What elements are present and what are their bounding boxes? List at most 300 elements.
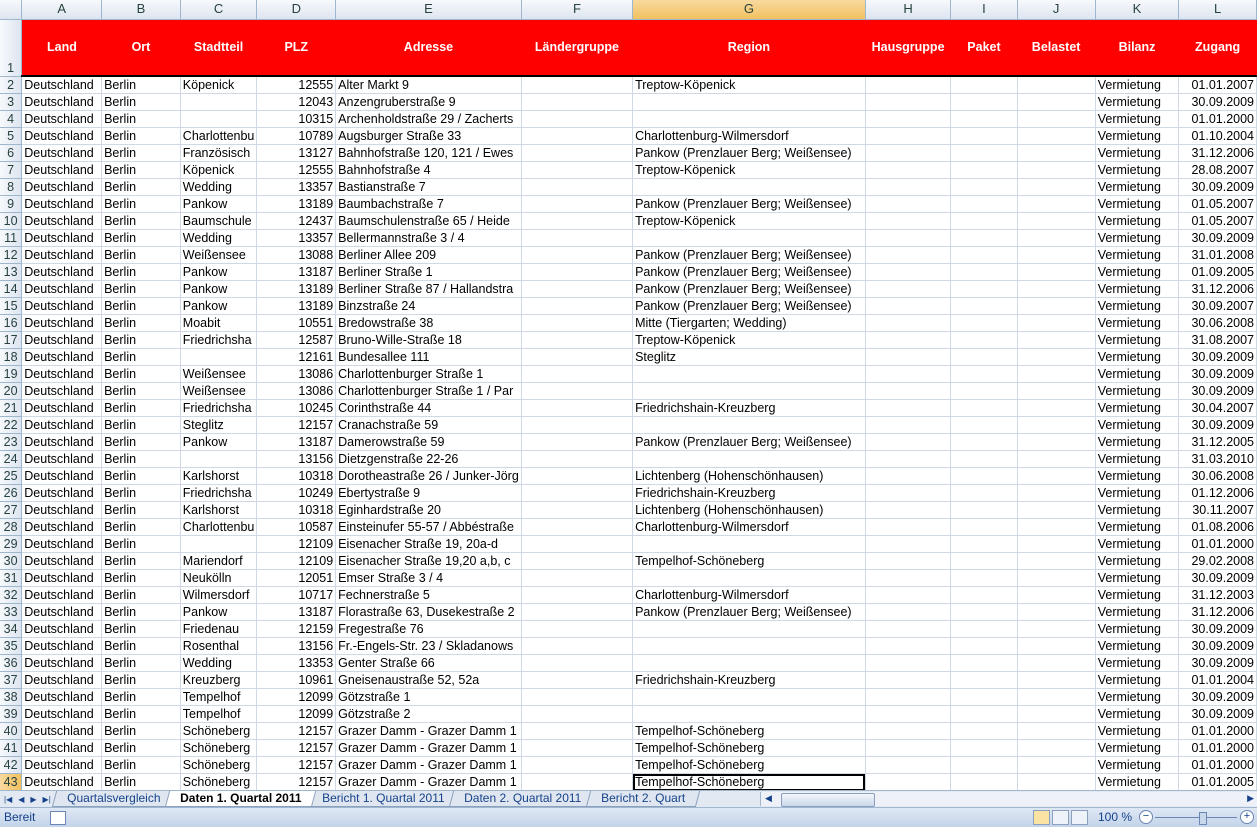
- cell[interactable]: 12437: [257, 213, 336, 230]
- column-title-cell[interactable]: Bilanz: [1095, 19, 1179, 76]
- cell[interactable]: Pankow: [180, 604, 257, 621]
- cell[interactable]: [521, 774, 632, 791]
- cell[interactable]: [865, 332, 951, 349]
- cell[interactable]: [951, 94, 1017, 111]
- cell[interactable]: Vermietung: [1095, 196, 1179, 213]
- cell[interactable]: Alter Markt 9: [336, 76, 522, 94]
- cell[interactable]: Deutschland: [22, 196, 102, 213]
- zoom-slider-thumb[interactable]: [1199, 812, 1207, 825]
- cell[interactable]: [951, 264, 1017, 281]
- row-header[interactable]: 11: [0, 230, 22, 247]
- cell[interactable]: Vermietung: [1095, 383, 1179, 400]
- column-header-f[interactable]: F: [521, 0, 632, 19]
- cell[interactable]: Deutschland: [22, 451, 102, 468]
- cell[interactable]: Binzstraße 24: [336, 298, 522, 315]
- cell[interactable]: [951, 672, 1017, 689]
- cell[interactable]: [1017, 196, 1095, 213]
- column-title-cell[interactable]: Ort: [102, 19, 181, 76]
- cell[interactable]: 12587: [257, 332, 336, 349]
- column-header-l[interactable]: L: [1179, 0, 1257, 19]
- cell[interactable]: 12555: [257, 76, 336, 94]
- cell[interactable]: 31.08.2007: [1179, 332, 1257, 349]
- row-header[interactable]: 2: [0, 76, 22, 94]
- column-title-cell[interactable]: Zugang: [1179, 19, 1257, 76]
- cell[interactable]: [951, 502, 1017, 519]
- cell[interactable]: 31.12.2005: [1179, 434, 1257, 451]
- cell[interactable]: [865, 723, 951, 740]
- cell[interactable]: [521, 468, 632, 485]
- cell[interactable]: [865, 366, 951, 383]
- cell[interactable]: Pankow (Prenzlauer Berg; Weißensee): [633, 434, 866, 451]
- cell[interactable]: Berlin: [102, 94, 181, 111]
- cell[interactable]: [521, 740, 632, 757]
- cell[interactable]: 30.09.2009: [1179, 230, 1257, 247]
- cell[interactable]: Vermietung: [1095, 621, 1179, 638]
- cell[interactable]: Vermietung: [1095, 213, 1179, 230]
- cell[interactable]: [865, 621, 951, 638]
- cell[interactable]: 12161: [257, 349, 336, 366]
- cell[interactable]: 10318: [257, 468, 336, 485]
- cell[interactable]: Deutschland: [22, 281, 102, 298]
- cell[interactable]: [951, 485, 1017, 502]
- scroll-left-icon[interactable]: ◀: [765, 793, 772, 803]
- cell[interactable]: Friedenau: [180, 621, 257, 638]
- cell[interactable]: [521, 502, 632, 519]
- cell[interactable]: Schöneberg: [180, 774, 257, 791]
- cell[interactable]: [951, 553, 1017, 570]
- cell[interactable]: Pankow (Prenzlauer Berg; Weißensee): [633, 298, 866, 315]
- column-header-e[interactable]: E: [336, 0, 522, 19]
- cell[interactable]: [521, 332, 632, 349]
- cell[interactable]: Bahnhofstraße 4: [336, 162, 522, 179]
- row-header[interactable]: 33: [0, 604, 22, 621]
- cell[interactable]: [633, 570, 866, 587]
- row-header[interactable]: 29: [0, 536, 22, 553]
- cell[interactable]: [865, 264, 951, 281]
- cell[interactable]: [951, 740, 1017, 757]
- cell[interactable]: [521, 281, 632, 298]
- cell[interactable]: [1017, 536, 1095, 553]
- cell[interactable]: Deutschland: [22, 553, 102, 570]
- cell[interactable]: Berlin: [102, 162, 181, 179]
- cell[interactable]: Mitte (Tiergarten; Wedding): [633, 315, 866, 332]
- cell[interactable]: 30.09.2009: [1179, 706, 1257, 723]
- zoom-slider[interactable]: [1155, 817, 1237, 818]
- cell[interactable]: [1017, 76, 1095, 94]
- cell[interactable]: [521, 145, 632, 162]
- cell[interactable]: [865, 94, 951, 111]
- cell[interactable]: [951, 417, 1017, 434]
- cell[interactable]: 13357: [257, 179, 336, 196]
- row-header[interactable]: 6: [0, 145, 22, 162]
- cell[interactable]: Deutschland: [22, 417, 102, 434]
- cell[interactable]: Bellermannstraße 3 / 4: [336, 230, 522, 247]
- cell[interactable]: Berlin: [102, 196, 181, 213]
- cell[interactable]: Vermietung: [1095, 162, 1179, 179]
- cell[interactable]: Bundesallee 111: [336, 349, 522, 366]
- cell[interactable]: Corinthstraße 44: [336, 400, 522, 417]
- column-header-h[interactable]: H: [865, 0, 951, 19]
- cell[interactable]: [1017, 179, 1095, 196]
- cell[interactable]: 10315: [257, 111, 336, 128]
- cell[interactable]: Berlin: [102, 706, 181, 723]
- column-header-i[interactable]: I: [951, 0, 1017, 19]
- column-title-cell[interactable]: Region: [633, 19, 866, 76]
- cell[interactable]: Vermietung: [1095, 570, 1179, 587]
- cell[interactable]: [521, 196, 632, 213]
- cell[interactable]: [521, 451, 632, 468]
- cell[interactable]: [951, 162, 1017, 179]
- row-header[interactable]: 23: [0, 434, 22, 451]
- cell[interactable]: Berlin: [102, 264, 181, 281]
- cell[interactable]: Berlin: [102, 689, 181, 706]
- cell[interactable]: [951, 570, 1017, 587]
- sheet-tab[interactable]: [586, 791, 700, 807]
- cell[interactable]: 30.06.2008: [1179, 468, 1257, 485]
- cell[interactable]: [1017, 349, 1095, 366]
- cell[interactable]: Köpenick: [180, 76, 257, 94]
- cell[interactable]: Archenholdstraße 29 / Zacherts: [336, 111, 522, 128]
- cell[interactable]: [865, 162, 951, 179]
- cell[interactable]: Karlshorst: [180, 468, 257, 485]
- cell[interactable]: Eisenacher Straße 19, 20a-d: [336, 536, 522, 553]
- cell[interactable]: Anzengruberstraße 9: [336, 94, 522, 111]
- cell[interactable]: Berlin: [102, 247, 181, 264]
- cell[interactable]: Berlin: [102, 128, 181, 145]
- cell[interactable]: [521, 298, 632, 315]
- cell[interactable]: Vermietung: [1095, 485, 1179, 502]
- cell[interactable]: 13156: [257, 451, 336, 468]
- cell[interactable]: [633, 655, 866, 672]
- column-title-cell[interactable]: Adresse: [336, 19, 522, 76]
- cell[interactable]: [521, 349, 632, 366]
- cell[interactable]: [521, 723, 632, 740]
- row-header[interactable]: 18: [0, 349, 22, 366]
- row-header[interactable]: 20: [0, 383, 22, 400]
- cell[interactable]: Grazer Damm - Grazer Damm 1: [336, 740, 522, 757]
- cell[interactable]: 01.01.2000: [1179, 723, 1257, 740]
- cell[interactable]: 30.09.2009: [1179, 179, 1257, 196]
- cell[interactable]: Berlin: [102, 519, 181, 536]
- zoom-out-icon[interactable]: −: [1139, 810, 1153, 824]
- cell[interactable]: 31.03.2010: [1179, 451, 1257, 468]
- cell[interactable]: [951, 400, 1017, 417]
- cell[interactable]: Fregestraße 76: [336, 621, 522, 638]
- cell[interactable]: Berlin: [102, 587, 181, 604]
- cell[interactable]: Berlin: [102, 213, 181, 230]
- cell[interactable]: Deutschland: [22, 94, 102, 111]
- cell[interactable]: [865, 757, 951, 774]
- cell[interactable]: 12051: [257, 570, 336, 587]
- cell[interactable]: Berlin: [102, 76, 181, 94]
- cell[interactable]: Deutschland: [22, 162, 102, 179]
- cell[interactable]: Rosenthal: [180, 638, 257, 655]
- cell[interactable]: Berlin: [102, 383, 181, 400]
- cell[interactable]: Vermietung: [1095, 638, 1179, 655]
- column-title-cell[interactable]: Land: [22, 19, 102, 76]
- cell[interactable]: Baumschulenstraße 65 / Heide: [336, 213, 522, 230]
- cell[interactable]: 10961: [257, 672, 336, 689]
- cell[interactable]: [1017, 706, 1095, 723]
- cell[interactable]: [951, 298, 1017, 315]
- cell[interactable]: Wilmersdorf: [180, 587, 257, 604]
- cell[interactable]: [951, 774, 1017, 791]
- cell[interactable]: Deutschland: [22, 672, 102, 689]
- column-header-c[interactable]: C: [180, 0, 257, 19]
- first-sheet-icon[interactable]: |◀: [4, 794, 13, 804]
- cell[interactable]: [1017, 264, 1095, 281]
- cell[interactable]: Pankow: [180, 298, 257, 315]
- row-header[interactable]: 37: [0, 672, 22, 689]
- cell[interactable]: Vermietung: [1095, 264, 1179, 281]
- row-header[interactable]: 25: [0, 468, 22, 485]
- cell[interactable]: Pankow (Prenzlauer Berg; Weißensee): [633, 145, 866, 162]
- cell[interactable]: Ebertystraße 9: [336, 485, 522, 502]
- sheet-tab[interactable]: [449, 791, 596, 807]
- cell[interactable]: [1017, 315, 1095, 332]
- cell[interactable]: 12043: [257, 94, 336, 111]
- cell[interactable]: [951, 247, 1017, 264]
- cell[interactable]: [951, 587, 1017, 604]
- cell[interactable]: Deutschland: [22, 298, 102, 315]
- scroll-right-icon[interactable]: ▶: [1247, 793, 1254, 803]
- cell[interactable]: [521, 587, 632, 604]
- cell[interactable]: 01.01.2000: [1179, 111, 1257, 128]
- cell[interactable]: Tempelhof: [180, 689, 257, 706]
- column-title-cell[interactable]: Belastet: [1017, 19, 1095, 76]
- cell[interactable]: Berlin: [102, 145, 181, 162]
- cell[interactable]: [521, 213, 632, 230]
- cell[interactable]: Weißensee: [180, 247, 257, 264]
- cell[interactable]: [951, 128, 1017, 145]
- row-header[interactable]: 8: [0, 179, 22, 196]
- horizontal-scrollbar[interactable]: [760, 792, 1257, 806]
- cell[interactable]: Deutschland: [22, 400, 102, 417]
- cell[interactable]: Götzstraße 2: [336, 706, 522, 723]
- cell[interactable]: Eginhardstraße 20: [336, 502, 522, 519]
- cell[interactable]: Vermietung: [1095, 519, 1179, 536]
- cell[interactable]: [951, 383, 1017, 400]
- cell[interactable]: Berlin: [102, 723, 181, 740]
- cell[interactable]: [1017, 519, 1095, 536]
- cell[interactable]: Charlottenburg-Wilmersdorf: [633, 587, 866, 604]
- cell[interactable]: Vermietung: [1095, 553, 1179, 570]
- cell[interactable]: 12157: [257, 417, 336, 434]
- cell[interactable]: 30.09.2009: [1179, 621, 1257, 638]
- cell[interactable]: Bredowstraße 38: [336, 315, 522, 332]
- cell[interactable]: Einsteinufer 55-57 / Abbéstraße: [336, 519, 522, 536]
- cell[interactable]: 12099: [257, 689, 336, 706]
- row-header[interactable]: 1: [0, 19, 22, 76]
- row-header[interactable]: 7: [0, 162, 22, 179]
- cell[interactable]: 01.09.2005: [1179, 264, 1257, 281]
- cell[interactable]: Berlin: [102, 502, 181, 519]
- cell[interactable]: 13086: [257, 366, 336, 383]
- cell[interactable]: [865, 451, 951, 468]
- cell[interactable]: [865, 315, 951, 332]
- cell[interactable]: [180, 536, 257, 553]
- cell[interactable]: Berlin: [102, 536, 181, 553]
- cell[interactable]: Vermietung: [1095, 281, 1179, 298]
- cell[interactable]: Berlin: [102, 111, 181, 128]
- cell[interactable]: Berlin: [102, 179, 181, 196]
- cell[interactable]: Steglitz: [633, 349, 866, 366]
- cell[interactable]: [521, 757, 632, 774]
- row-header[interactable]: 36: [0, 655, 22, 672]
- row-header[interactable]: 42: [0, 757, 22, 774]
- cell[interactable]: [1017, 145, 1095, 162]
- cell[interactable]: [633, 111, 866, 128]
- cell[interactable]: [865, 706, 951, 723]
- cell[interactable]: 30.09.2009: [1179, 417, 1257, 434]
- cell[interactable]: [521, 434, 632, 451]
- cell[interactable]: 01.05.2007: [1179, 196, 1257, 213]
- row-header[interactable]: 39: [0, 706, 22, 723]
- cell[interactable]: 31.12.2006: [1179, 145, 1257, 162]
- cell[interactable]: Berlin: [102, 604, 181, 621]
- cell[interactable]: Berlin: [102, 757, 181, 774]
- cell[interactable]: 12157: [257, 723, 336, 740]
- cell[interactable]: [1017, 587, 1095, 604]
- column-title-cell[interactable]: Stadtteil: [180, 19, 257, 76]
- cell[interactable]: [865, 485, 951, 502]
- cell[interactable]: Tempelhof-Schöneberg: [633, 723, 866, 740]
- cell[interactable]: Florastraße 63, Dusekestraße 2: [336, 604, 522, 621]
- cell[interactable]: Baumbachstraße 7: [336, 196, 522, 213]
- row-header[interactable]: 35: [0, 638, 22, 655]
- cell[interactable]: [521, 179, 632, 196]
- cell[interactable]: Augsburger Straße 33: [336, 128, 522, 145]
- cell[interactable]: [951, 213, 1017, 230]
- cell[interactable]: Berlin: [102, 417, 181, 434]
- cell[interactable]: Deutschland: [22, 213, 102, 230]
- cell[interactable]: Mariendorf: [180, 553, 257, 570]
- cell[interactable]: Fechnerstraße 5: [336, 587, 522, 604]
- cell[interactable]: [951, 621, 1017, 638]
- cell[interactable]: 13189: [257, 281, 336, 298]
- cell[interactable]: Deutschland: [22, 264, 102, 281]
- cell[interactable]: 01.08.2006: [1179, 519, 1257, 536]
- cell[interactable]: 12109: [257, 553, 336, 570]
- cell[interactable]: [1017, 111, 1095, 128]
- cell[interactable]: Pankow: [180, 264, 257, 281]
- cell[interactable]: [1017, 672, 1095, 689]
- cell[interactable]: [1017, 451, 1095, 468]
- cell[interactable]: [521, 553, 632, 570]
- cell[interactable]: [865, 179, 951, 196]
- cell[interactable]: [865, 655, 951, 672]
- cell[interactable]: [865, 111, 951, 128]
- cell[interactable]: 31.12.2006: [1179, 281, 1257, 298]
- cell[interactable]: [1017, 434, 1095, 451]
- cell[interactable]: 01.01.2000: [1179, 740, 1257, 757]
- cell[interactable]: Weißensee: [180, 366, 257, 383]
- cell[interactable]: Vermietung: [1095, 451, 1179, 468]
- cell[interactable]: Vermietung: [1095, 94, 1179, 111]
- cell[interactable]: 10789: [257, 128, 336, 145]
- page-break-view-icon[interactable]: [1071, 810, 1088, 825]
- cell[interactable]: Charlottenburger Straße 1: [336, 366, 522, 383]
- cell[interactable]: Moabit: [180, 315, 257, 332]
- cell[interactable]: [1017, 638, 1095, 655]
- cell[interactable]: Pankow: [180, 281, 257, 298]
- cell[interactable]: [865, 400, 951, 417]
- cell[interactable]: Schöneberg: [180, 757, 257, 774]
- cell[interactable]: 10249: [257, 485, 336, 502]
- row-header[interactable]: 3: [0, 94, 22, 111]
- column-title-cell[interactable]: Paket: [951, 19, 1017, 76]
- column-title-cell[interactable]: PLZ: [257, 19, 336, 76]
- row-header[interactable]: 32: [0, 587, 22, 604]
- cell[interactable]: [521, 621, 632, 638]
- cell[interactable]: [521, 128, 632, 145]
- cell[interactable]: Deutschland: [22, 434, 102, 451]
- cell[interactable]: 12099: [257, 706, 336, 723]
- cell[interactable]: [521, 417, 632, 434]
- cell[interactable]: 30.09.2007: [1179, 298, 1257, 315]
- column-header-d[interactable]: D: [257, 0, 336, 19]
- cell[interactable]: Vermietung: [1095, 111, 1179, 128]
- cell[interactable]: 31.12.2006: [1179, 604, 1257, 621]
- cell[interactable]: [633, 536, 866, 553]
- row-header[interactable]: 14: [0, 281, 22, 298]
- cell[interactable]: [865, 587, 951, 604]
- cell[interactable]: [951, 281, 1017, 298]
- row-header[interactable]: 43: [0, 774, 22, 791]
- cell[interactable]: [1017, 281, 1095, 298]
- cell[interactable]: [951, 315, 1017, 332]
- cell[interactable]: [521, 570, 632, 587]
- cell[interactable]: 12157: [257, 774, 336, 791]
- row-header[interactable]: 21: [0, 400, 22, 417]
- row-header[interactable]: 34: [0, 621, 22, 638]
- cell[interactable]: Berlin: [102, 281, 181, 298]
- cell[interactable]: [521, 638, 632, 655]
- cell[interactable]: Vermietung: [1095, 774, 1179, 791]
- cell[interactable]: Deutschland: [22, 740, 102, 757]
- cell[interactable]: [865, 247, 951, 264]
- cell[interactable]: Grazer Damm - Grazer Damm 1: [336, 757, 522, 774]
- cell[interactable]: [951, 706, 1017, 723]
- cell[interactable]: Genter Straße 66: [336, 655, 522, 672]
- cell[interactable]: [1017, 485, 1095, 502]
- cell[interactable]: Friedrichshain-Kreuzberg: [633, 672, 866, 689]
- cell[interactable]: Vermietung: [1095, 723, 1179, 740]
- cell[interactable]: [951, 179, 1017, 196]
- cell[interactable]: [1017, 621, 1095, 638]
- cell[interactable]: 12109: [257, 536, 336, 553]
- cell[interactable]: Berlin: [102, 485, 181, 502]
- cell[interactable]: Götzstraße 1: [336, 689, 522, 706]
- cell[interactable]: [951, 468, 1017, 485]
- cell[interactable]: 12157: [257, 757, 336, 774]
- cell[interactable]: [865, 570, 951, 587]
- row-header[interactable]: 15: [0, 298, 22, 315]
- cell[interactable]: Berliner Straße 1: [336, 264, 522, 281]
- cell[interactable]: Deutschland: [22, 621, 102, 638]
- cell[interactable]: Schöneberg: [180, 740, 257, 757]
- cell[interactable]: Vermietung: [1095, 349, 1179, 366]
- row-header[interactable]: 40: [0, 723, 22, 740]
- row-header[interactable]: 24: [0, 451, 22, 468]
- cell[interactable]: Berlin: [102, 349, 181, 366]
- cell[interactable]: [865, 519, 951, 536]
- cell[interactable]: [865, 196, 951, 213]
- cell[interactable]: Deutschland: [22, 706, 102, 723]
- cell[interactable]: Pankow (Prenzlauer Berg; Weißensee): [633, 604, 866, 621]
- cell[interactable]: Deutschland: [22, 230, 102, 247]
- cell[interactable]: [633, 451, 866, 468]
